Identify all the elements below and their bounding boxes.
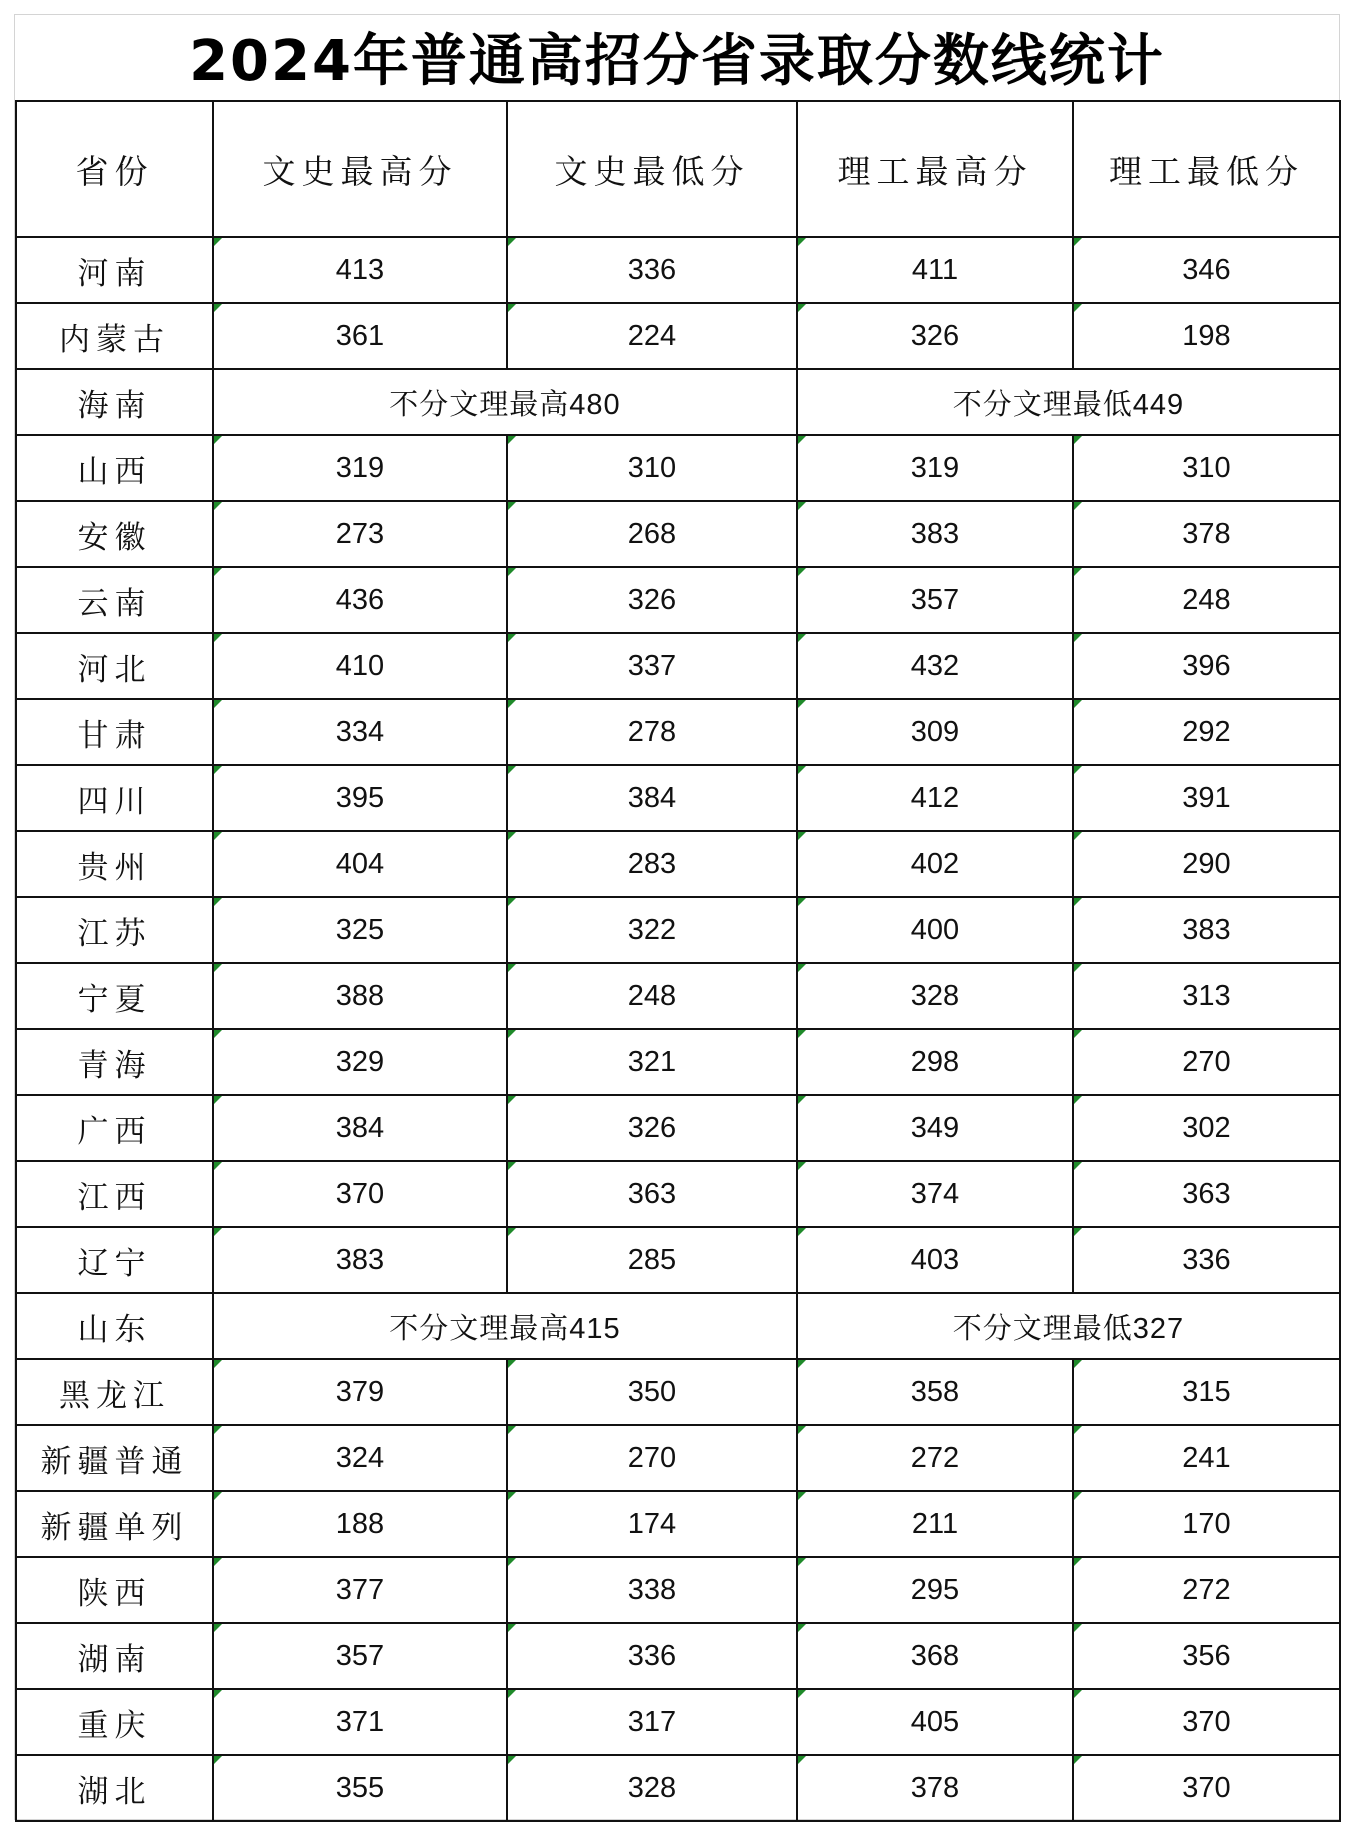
table-row: [16, 303, 1340, 369]
province-cell[interactable]: 陕西: [16, 1557, 213, 1623]
province-cell[interactable]: 广西: [16, 1095, 213, 1161]
science-max-cell[interactable]: 211: [797, 1491, 1073, 1557]
table-row: [16, 1491, 1340, 1557]
science-min-cell[interactable]: 198: [1073, 303, 1340, 369]
science-min-cell[interactable]: 370: [1073, 1689, 1340, 1755]
table-row: [16, 567, 1340, 633]
table-row: [16, 1425, 1340, 1491]
arts-max-cell[interactable]: 325: [213, 897, 507, 963]
table-row: [16, 369, 1340, 435]
table-row: [16, 1623, 1340, 1689]
science-min-cell[interactable]: 378: [1073, 501, 1340, 567]
header-science-max: 理工最高分: [797, 101, 1073, 237]
science-min-cell[interactable]: 302: [1073, 1095, 1340, 1161]
arts-max-cell[interactable]: 384: [213, 1095, 507, 1161]
score-table: [15, 100, 1341, 1822]
table-row: [16, 1161, 1340, 1227]
table-row: [16, 1293, 1340, 1359]
science-max-cell[interactable]: 326: [797, 303, 1073, 369]
arts-max-cell[interactable]: 410: [213, 633, 507, 699]
arts-min-cell[interactable]: 278: [507, 699, 797, 765]
table-row: [16, 237, 1340, 303]
arts-min-cell[interactable]: 321: [507, 1029, 797, 1095]
science-min-cell[interactable]: 170: [1073, 1491, 1340, 1557]
province-cell[interactable]: 江苏: [16, 897, 213, 963]
table-row: [16, 699, 1340, 765]
arts-min-cell[interactable]: 337: [507, 633, 797, 699]
science-max-cell[interactable]: 309: [797, 699, 1073, 765]
province-cell[interactable]: 湖南: [16, 1623, 213, 1689]
science-min-cell[interactable]: 356: [1073, 1623, 1340, 1689]
science-min-cell[interactable]: 346: [1073, 237, 1340, 303]
science-max-cell[interactable]: 402: [797, 831, 1073, 897]
science-min-cell[interactable]: 370: [1073, 1755, 1340, 1821]
science-min-cell[interactable]: 241: [1073, 1425, 1340, 1491]
science-max-cell[interactable]: 368: [797, 1623, 1073, 1689]
science-min-cell[interactable]: 396: [1073, 633, 1340, 699]
science-max-cell[interactable]: 357: [797, 567, 1073, 633]
header-arts-min: 文史最低分: [507, 101, 797, 237]
arts-min-cell[interactable]: 268: [507, 501, 797, 567]
science-min-cell[interactable]: 363: [1073, 1161, 1340, 1227]
arts-min-cell[interactable]: 317: [507, 1689, 797, 1755]
arts-max-cell[interactable]: 404: [213, 831, 507, 897]
arts-max-cell[interactable]: 361: [213, 303, 507, 369]
arts-min-cell[interactable]: 326: [507, 1095, 797, 1161]
science-max-cell[interactable]: 328: [797, 963, 1073, 1029]
arts-min-cell[interactable]: 336: [507, 237, 797, 303]
arts-min-cell[interactable]: 174: [507, 1491, 797, 1557]
arts-max-cell[interactable]: 329: [213, 1029, 507, 1095]
header-arts-max: 文史最高分: [213, 101, 507, 237]
arts-max-cell[interactable]: 334: [213, 699, 507, 765]
arts-min-cell[interactable]: 328: [507, 1755, 797, 1821]
science-min-cell[interactable]: 310: [1073, 435, 1340, 501]
table-row: [16, 1227, 1340, 1293]
science-min-cell[interactable]: 383: [1073, 897, 1340, 963]
science-min-cell[interactable]: 313: [1073, 963, 1340, 1029]
arts-max-cell[interactable]: 388: [213, 963, 507, 1029]
province-cell[interactable]: 青海: [16, 1029, 213, 1095]
science-max-cell[interactable]: 432: [797, 633, 1073, 699]
province-cell[interactable]: 甘肃: [16, 699, 213, 765]
science-max-cell[interactable]: 272: [797, 1425, 1073, 1491]
table-row: [16, 435, 1340, 501]
arts-min-cell[interactable]: 326: [507, 567, 797, 633]
science-max-cell[interactable]: 319: [797, 435, 1073, 501]
table-row: [16, 1029, 1340, 1095]
arts-min-cell[interactable]: 285: [507, 1227, 797, 1293]
arts-min-cell[interactable]: 248: [507, 963, 797, 1029]
arts-max-cell[interactable]: 357: [213, 1623, 507, 1689]
arts-max-cell[interactable]: 395: [213, 765, 507, 831]
province-cell[interactable]: 海南: [16, 369, 213, 435]
arts-max-cell[interactable]: 273: [213, 501, 507, 567]
header-row: [16, 101, 1340, 237]
table-row: [16, 963, 1340, 1029]
arts-max-cell[interactable]: 436: [213, 567, 507, 633]
unified-max-cell[interactable]: 不分文理最高415: [213, 1293, 797, 1359]
page-title: 2024年普通高招分省录取分数线统计: [189, 29, 1165, 94]
science-max-cell[interactable]: 358: [797, 1359, 1073, 1425]
unified-min-cell[interactable]: 不分文理最低327: [797, 1293, 1340, 1359]
province-cell[interactable]: 辽宁: [16, 1227, 213, 1293]
header-province: 省份: [16, 101, 213, 237]
science-min-cell[interactable]: 270: [1073, 1029, 1340, 1095]
province-cell[interactable]: 山西: [16, 435, 213, 501]
unified-min-cell[interactable]: 不分文理最低449: [797, 369, 1340, 435]
science-min-cell[interactable]: 292: [1073, 699, 1340, 765]
province-cell[interactable]: 内蒙古: [16, 303, 213, 369]
province-cell[interactable]: 云南: [16, 567, 213, 633]
arts-min-cell[interactable]: 384: [507, 765, 797, 831]
province-cell[interactable]: 新疆单列: [16, 1491, 213, 1557]
science-min-cell[interactable]: 336: [1073, 1227, 1340, 1293]
arts-min-cell[interactable]: 283: [507, 831, 797, 897]
arts-max-cell[interactable]: 379: [213, 1359, 507, 1425]
science-min-cell[interactable]: 248: [1073, 567, 1340, 633]
table-row: [16, 633, 1340, 699]
province-cell[interactable]: 湖北: [16, 1755, 213, 1821]
table-row: [16, 765, 1340, 831]
arts-max-cell[interactable]: 377: [213, 1557, 507, 1623]
arts-max-cell[interactable]: 324: [213, 1425, 507, 1491]
table-row: [16, 1557, 1340, 1623]
table-row: [16, 1359, 1340, 1425]
science-min-cell[interactable]: 391: [1073, 765, 1340, 831]
header-science-min: 理工最低分: [1073, 101, 1340, 237]
table-row: [16, 1689, 1340, 1755]
arts-max-cell[interactable]: 413: [213, 237, 507, 303]
arts-max-cell[interactable]: 319: [213, 435, 507, 501]
science-min-cell[interactable]: 290: [1073, 831, 1340, 897]
province-cell[interactable]: 山东: [16, 1293, 213, 1359]
arts-min-cell[interactable]: 310: [507, 435, 797, 501]
science-max-cell[interactable]: 378: [797, 1755, 1073, 1821]
province-cell[interactable]: 四川: [16, 765, 213, 831]
science-max-cell[interactable]: 298: [797, 1029, 1073, 1095]
arts-min-cell[interactable]: 350: [507, 1359, 797, 1425]
science-min-cell[interactable]: 315: [1073, 1359, 1340, 1425]
table-row: [16, 1095, 1340, 1161]
science-max-cell[interactable]: 400: [797, 897, 1073, 963]
arts-max-cell[interactable]: 383: [213, 1227, 507, 1293]
province-cell[interactable]: 宁夏: [16, 963, 213, 1029]
province-cell[interactable]: 河北: [16, 633, 213, 699]
table-row: [16, 897, 1340, 963]
province-cell[interactable]: 江西: [16, 1161, 213, 1227]
science-min-cell[interactable]: 272: [1073, 1557, 1340, 1623]
arts-min-cell[interactable]: 224: [507, 303, 797, 369]
province-cell[interactable]: 贵州: [16, 831, 213, 897]
arts-min-cell[interactable]: 338: [507, 1557, 797, 1623]
arts-min-cell[interactable]: 363: [507, 1161, 797, 1227]
table-body: [16, 237, 1340, 1821]
province-cell[interactable]: 重庆: [16, 1689, 213, 1755]
province-cell[interactable]: 黑龙江: [16, 1359, 213, 1425]
science-max-cell[interactable]: 412: [797, 765, 1073, 831]
arts-min-cell[interactable]: 322: [507, 897, 797, 963]
table-row: [16, 1755, 1340, 1821]
province-cell[interactable]: 安徽: [16, 501, 213, 567]
science-max-cell[interactable]: 403: [797, 1227, 1073, 1293]
arts-max-cell[interactable]: 188: [213, 1491, 507, 1557]
arts-max-cell[interactable]: 371: [213, 1689, 507, 1755]
science-max-cell[interactable]: 411: [797, 237, 1073, 303]
table-row: [16, 831, 1340, 897]
arts-min-cell[interactable]: 336: [507, 1623, 797, 1689]
science-max-cell[interactable]: 295: [797, 1557, 1073, 1623]
arts-max-cell[interactable]: 370: [213, 1161, 507, 1227]
province-cell[interactable]: 河南: [16, 237, 213, 303]
unified-max-cell[interactable]: 不分文理最高480: [213, 369, 797, 435]
table-row: [16, 501, 1340, 567]
science-max-cell[interactable]: 374: [797, 1161, 1073, 1227]
science-max-cell[interactable]: 383: [797, 501, 1073, 567]
science-max-cell[interactable]: 405: [797, 1689, 1073, 1755]
arts-min-cell[interactable]: 270: [507, 1425, 797, 1491]
province-cell[interactable]: 新疆普通: [16, 1425, 213, 1491]
arts-max-cell[interactable]: 355: [213, 1755, 507, 1821]
science-max-cell[interactable]: 349: [797, 1095, 1073, 1161]
